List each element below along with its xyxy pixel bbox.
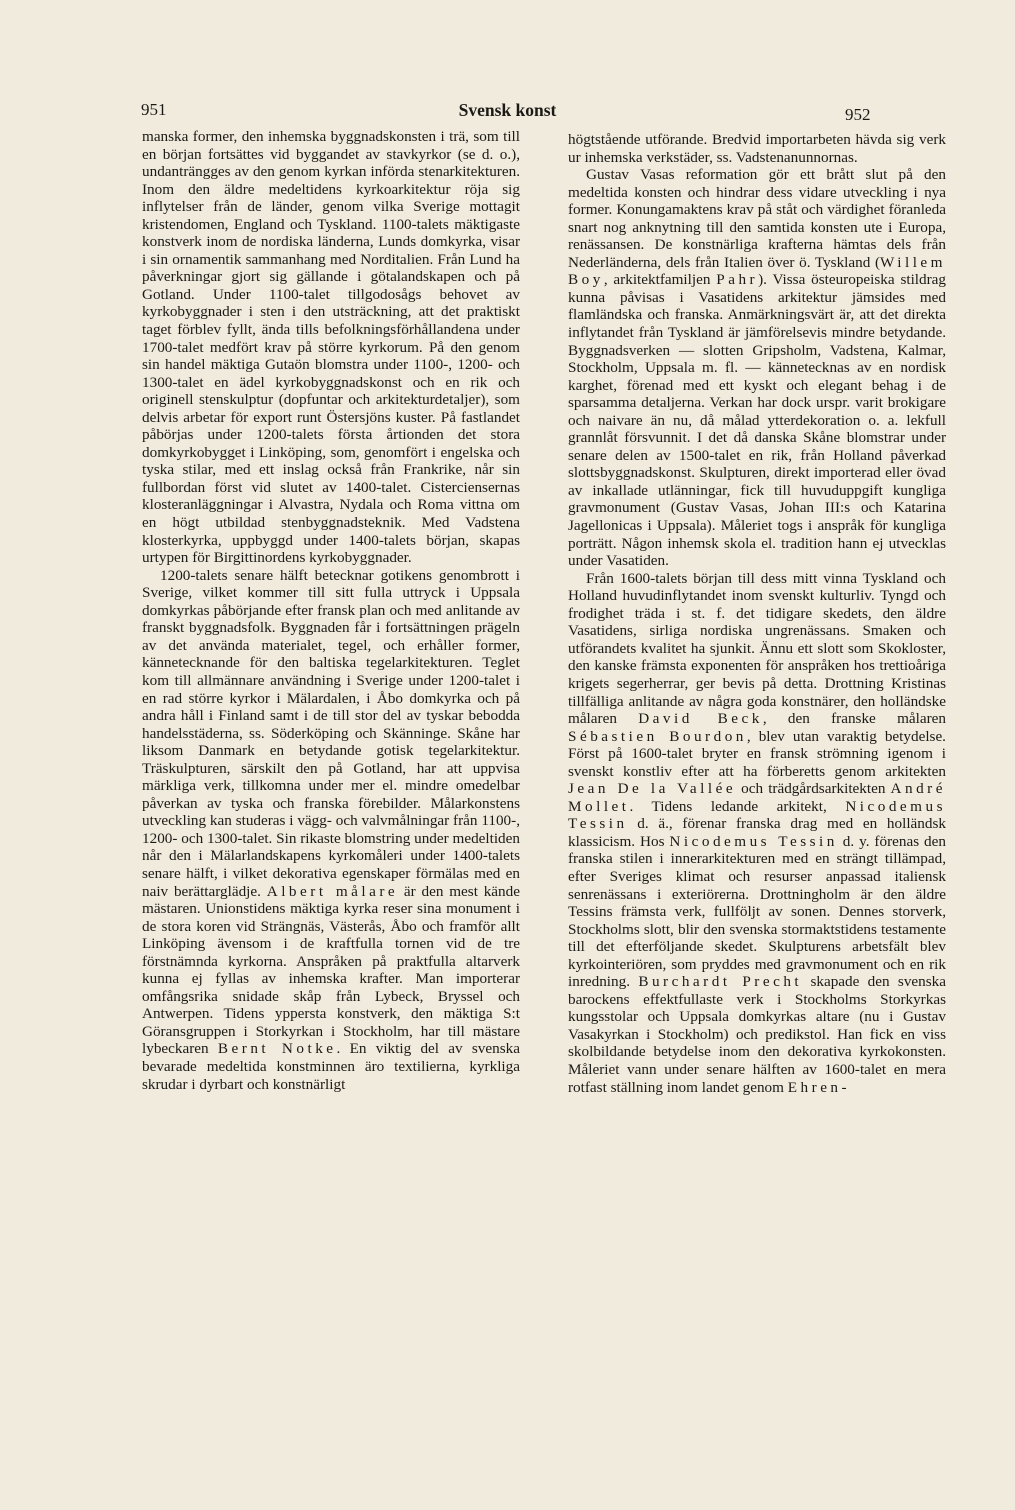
spaced-name: Burchardt Precht <box>638 973 803 991</box>
paragraph-text: 1200-talets senare hälft betecknar gotikens genombrott i Sverige, vilket kommer till sitt fulla uttryck i Uppsala domkyrkas påbörjande efter fransk plan och med anlitande av franskt byggnadsfolk. Byggnaden får i fortsättningen prägeln av det använda materialet, tegel, och erhåller former, kännetecknande för den baltiska tegelarkitekturen. Teglet kom till allmännare användning i Sverige under 1200-talet i en rad större kyrkor i Mälardalen, i Åbo domkyrka och på andra håll i Finland samt i de till stor del av tyskar bebodda handelsstäderna, ss. Söderköping och Skänninge. Skåne har liksom Danmark en betydande gotisk tegelarkitektur. Träskulpturen, särskilt den på Gotland, har att uppvisa märkliga verk, tillkomna under mer el. mindre omedelbar påverkan av tyska och franska förebilder. Målarkonstens utveckling kan studeras i vägg- och valvmålningar från 1100-, 1200- och 1300-talet. Sin rikaste blomstring under medeltiden når den i Mälarlandskapens kyrkomåleri under 1400-talets senare hälft, i vilket dekorativa egenskaper förmälas med en naiv berättarglädje. <box>142 566 520 900</box>
paragraph <box>142 567 520 1093</box>
spaced-name: Jean De la Vallée <box>568 780 737 798</box>
spaced-name: Nicodemus Tessin <box>568 797 946 833</box>
paragraph-text: Gustav Vasas reformation gör ett brått slut på den medeltida konsten och hindrar dess vidare utveckling i nya former. Konungamaktens krav på ståt och värdighet föranleda snart nog anknytning till den samtida konsten ute i Europa, renässansen. De konstnärliga krafterna hämtas dels från Nederländerna, dels från Italien över ö. Tyskland ( <box>568 166 946 271</box>
spaced-name: André Mollet <box>568 780 946 815</box>
page-number-right: 952 <box>845 105 871 124</box>
paragraph-text: . Tidens ledande arkitekt, <box>629 797 846 815</box>
spaced-name: Nicodemus Tessin <box>669 832 838 850</box>
page-header <box>0 86 1015 126</box>
spaced-name: David Beck <box>638 710 763 728</box>
paragraph-text: . En viktig del av svenska bevarade medeltida konstminnen äro textilierna, kyrkliga skrudar i dyrbart och konstnärligt <box>142 1040 520 1093</box>
paragraph <box>568 131 946 166</box>
spaced-name: Willem Boy <box>568 253 946 289</box>
paragraph-text: skapade den svenska barockens effektfullaste verk i Stockholms Storkyrkas kungsstolar och Uppsala domkyrkas altare (nu i Gustav Vasakyrkan i Stockholm) och predikstol. Han fick en viss skolbildande betydelse inom den dekorativa kyrkokonsten. Måleriet vann under senare hälften av 1600-talet en mera rotfast ställning inom landet genom <box>568 973 946 1096</box>
paragraph-text: , blev utan varaktig betydelse. Först på 1600-talet bryter en fransk strömning igenom i svenskt konstliv efter att ha förberetts genom arkitekten <box>568 727 946 780</box>
spaced-name: Sébastien Bourdon <box>568 727 747 745</box>
paragraph-text: , den franske målaren <box>762 710 946 728</box>
paragraph-text: Från 1600-talets början till dess mitt vinna Tyskland och Holland huvudinflytandet inom svenskt kulturliv. Tyngd och frodighet träda i st. f. det tidigare skedets, den äldre Vasatidens, sirliga nordiska ungrenässans. Smaken och utförandets kvalitet ha sjunkit. Ännu ett slott som Skokloster, den kanske främsta exponenten för anspråken hos trettioåriga krigets segerherrar, ger bevis på detta. Drottning Kristinas tillfälliga anlitande av några goda konstnärer, den holländske målaren <box>568 569 946 728</box>
paragraph-text: är den mest kände mästaren. Unionstidens mäktiga kyrka reser sina monument i de stora koren vid Strängnäs, Västerås, Åbo och framför allt Linköping ävensom i de kraftfulla tornen vid de tre förstnämnda kyrkorna. Anspråken på praktfulla altarverk kunna ej fyllas av inhemska krafter. Man importerar omfångsrika snidade skåp från Lybeck, Bryssel och Antwerpen. Tidens yppersta konstverk, den mäktiga S:t Göransgruppen i Storkyrkan i Stockholm, har till mästare lybeckaren <box>142 882 520 1058</box>
paragraph-text: , arkitektfamiljen <box>603 271 717 289</box>
paragraph-text: d. ä., förenar franska drag med en holländsk klassicism. Hos <box>568 815 946 850</box>
paragraph-text: högtstående utförande. Bredvid importarbeten hävda sig verk ur inhemska verkstäder, ss. Vadstenanunnornas. <box>568 131 946 166</box>
running-title: Svensk konst <box>458 100 557 120</box>
right-column <box>568 131 946 1096</box>
spaced-name: Pahr <box>716 271 759 289</box>
paragraph <box>142 128 520 567</box>
paragraph-text: och trädgårdsarkitekten <box>736 780 891 798</box>
paragraph-text: d. y. förenas den franska stilen i innerarkitekturen med en strängt tillämpad, efter Sveriges klimat och resurser anpassad italiensk senrenässans i exteriörerna. Drottningholm är den äldre Tessins främsta verk, fullföljt av sonen. Dennes storverk, Stockholms slott, blir den svenska stormaktstidens testamente till det efterföljande skedet. Skulpturens arbetsfält blev kyrkointeriören, som pryddes med gravmonument och en rik inredning. <box>568 832 946 991</box>
paragraph <box>568 166 946 570</box>
left-column <box>142 128 520 1093</box>
page-number-left: 951 <box>141 100 167 119</box>
spaced-name: Albert målare <box>266 882 399 900</box>
paragraph <box>568 570 946 1096</box>
paragraph-text: manska former, den inhemska byggnadskonsten i trä, som till en början fortsättes vid byggandet av stavkyrkor (se d. o.), undanträngges av den genom kyrkan införda stenarkitekturen. Inom den äldre medeltidens kyrkoarkitektur röja sig inflytelser från de länder, genom vilka Sverige mottagit kristendomen, England och Tyskland. 1100-talets mäktigaste konstverk inom de nordiska länderna, Lunds domkyrka, visar i sin ornamentik sammanhang med Norditalien. Från Lund ha påverkningar gjort sig gällande i götalandskapen och på Gotland. Under 1100-talet tillgodosågs behovet av kyrkobyggnader i sten i den utsträckning, att det praktiskt taget förblev fyllt, ända tills befolkningsförhållandena under 1700-talet medfört krav på större kyrkorum. På den genom sin handel mäktiga Gutaön blomstra under 1100-, 1200- och 1300-talet en ädel kyrkobyggnadskonst och en rik och originell stenskulptur (dopfuntar och arkitekturdetaljer), som delvis arbetar för export runt Östersjöns kuster. På fastlandet påbörjas under 1200-talets första årtionden det stora domkyrkobygget i Linköping, som, genomfört i engelska och tyska stilar, med ett inslag också från Frankrike, når sin fullbordan först vid slutet av 1400-talet. Cisterciensernas klosteranläggningar i Alvastra, Nydala och Roma vittna om en högt utbildad stenbyggnadsteknik. Med Vadstena klosterkyrka, uppbyggd under 1400-talets början, skapas urtypen för Birgittinordens kyrkobyggnader. <box>142 128 520 567</box>
spaced-name: Bernt Notke <box>217 1040 337 1058</box>
spaced-name: Ehren- <box>787 1078 851 1096</box>
paragraph-text: ). Vissa östeuropeiska stildrag kunna påvisas i Vasatidens arkitektur jämsides med flamländska och franska. Anmärkningsvärt är, att det direkta inflytandet från Tyskland är jämförelsevis mindre betydande. Byggnadsverken — slotten Gripsholm, Vadstena, Kalmar, Stockholm, Uppsala m. fl. — kännetecknas av en nordisk karghet, förenad med ett kyskt och elegant behag i de sparsamma detaljerna. Verkan har dock urspr. varit brokigare och naivare än nu, då målad ytterdekoration o. a. lekfull grannlåt försvunnit. I det då danska Skåne blomstrar under senare delen av 1500-talet en rik, från Holland påverkad slottsbyggnadskonst. Skulpturen, direkt importerad eller övad av inkallade utlänningar, fick till huvuduppgift kungliga gravmonument (Gustav Vasas, Johan III:s och Katarina Jagellonicas i Uppsala). Måleriet togs i anspråk för kungliga porträtt. Någon inhemsk skola el. tradition hann ej utvecklas under Vasatiden. <box>568 271 947 570</box>
